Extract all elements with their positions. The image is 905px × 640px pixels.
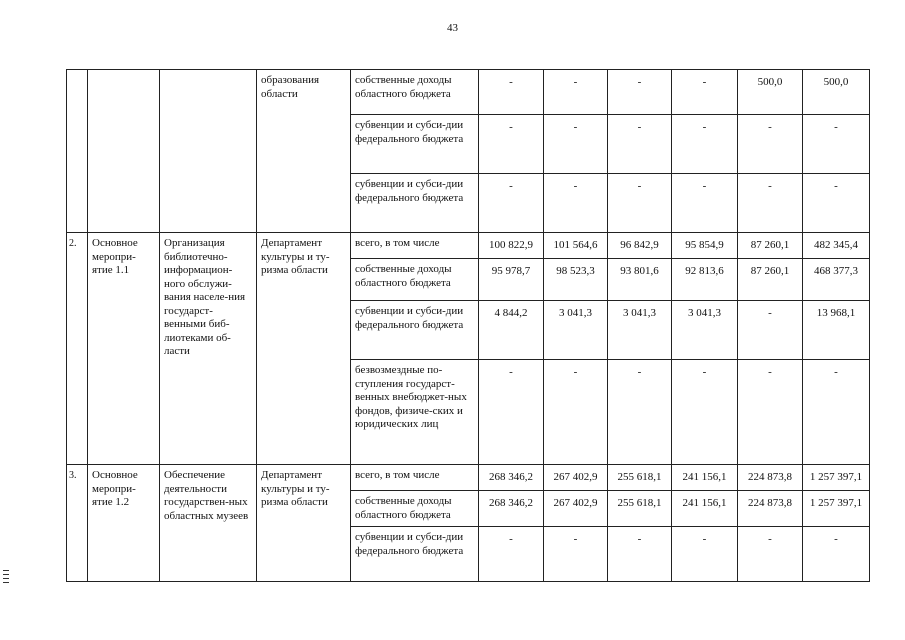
value-cell: 92 813,6 xyxy=(672,259,738,301)
value-cell: 224 873,8 xyxy=(738,491,803,527)
value-cell: - xyxy=(479,360,544,465)
measure-name: Основное меропри-ятие 1.1 xyxy=(88,233,160,465)
value-cell: 93 801,6 xyxy=(608,259,672,301)
value-cell: 3 041,3 xyxy=(672,301,738,360)
value-cell: 13 968,1 xyxy=(803,301,870,360)
value-cell: 87 260,1 xyxy=(738,259,803,301)
value-cell: - xyxy=(803,360,870,465)
funding-source: собственные доходы областного бюджета xyxy=(351,259,479,301)
funding-source: собственные доходы областного бюджета xyxy=(351,70,479,115)
table-row xyxy=(67,70,870,115)
value-cell: 500,0 xyxy=(738,70,803,115)
funding-table xyxy=(66,69,870,582)
value-cell: - xyxy=(479,527,544,582)
value-cell: 468 377,3 xyxy=(803,259,870,301)
value-cell: - xyxy=(803,115,870,174)
value-cell: - xyxy=(738,174,803,233)
value-cell: 268 346,2 xyxy=(479,465,544,491)
value-cell: 95 978,7 xyxy=(479,259,544,301)
value-cell: 95 854,9 xyxy=(672,233,738,259)
executor: Департамент культуры и ту-ризма области xyxy=(257,465,351,582)
value-cell: 3 041,3 xyxy=(544,301,608,360)
value-cell: - xyxy=(608,115,672,174)
value-cell: 241 156,1 xyxy=(672,465,738,491)
funding-source: безвозмездные по-ступления государст-венных внебюджет-ных фондов, физиче-ских и юридических лиц xyxy=(351,360,479,465)
value-cell: - xyxy=(803,174,870,233)
value-cell: 224 873,8 xyxy=(738,465,803,491)
measure-title: Организация библиотечно-информацион-ного обслужи-вания населе-ния государст-венными биб-лиотеками об-ласти xyxy=(160,233,257,465)
value-cell: 255 618,1 xyxy=(608,491,672,527)
value-cell: 98 523,3 xyxy=(544,259,608,301)
value-cell: - xyxy=(672,115,738,174)
row-number: 2. xyxy=(67,233,88,465)
value-cell: - xyxy=(544,527,608,582)
value-cell: - xyxy=(479,115,544,174)
value-cell: - xyxy=(479,174,544,233)
funding-source: всего, в том числе xyxy=(351,233,479,259)
value-cell: - xyxy=(608,70,672,115)
value-cell: 255 618,1 xyxy=(608,465,672,491)
value-cell: - xyxy=(608,360,672,465)
value-cell: - xyxy=(479,70,544,115)
value-cell: - xyxy=(672,527,738,582)
value-cell: - xyxy=(672,174,738,233)
executor: образования области xyxy=(257,70,351,233)
value-cell: 1 257 397,1 xyxy=(803,491,870,527)
funding-source: субвенции и субси-дии федерального бюджета xyxy=(351,174,479,233)
value-cell: - xyxy=(608,527,672,582)
funding-source: собственные доходы областного бюджета xyxy=(351,491,479,527)
measure-title: Обеспечение деятельности государствен-ных областных музеев xyxy=(160,465,257,582)
value-cell: - xyxy=(544,174,608,233)
row-number: 3. xyxy=(67,465,88,582)
funding-source: субвенции и субси-дии федерального бюджета xyxy=(351,527,479,582)
funding-source: всего, в том числе xyxy=(351,465,479,491)
value-cell: 482 345,4 xyxy=(803,233,870,259)
executor: Департамент культуры и ту-ризма области xyxy=(257,233,351,465)
value-cell: - xyxy=(544,115,608,174)
value-cell: 100 822,9 xyxy=(479,233,544,259)
value-cell: 4 844,2 xyxy=(479,301,544,360)
value-cell: - xyxy=(738,527,803,582)
page-number: 43 xyxy=(447,22,458,34)
value-cell: 101 564,6 xyxy=(544,233,608,259)
value-cell: - xyxy=(672,70,738,115)
value-cell: - xyxy=(738,360,803,465)
value-cell: 241 156,1 xyxy=(672,491,738,527)
value-cell: - xyxy=(544,70,608,115)
measure-title xyxy=(160,70,257,233)
value-cell: - xyxy=(738,301,803,360)
value-cell: 500,0 xyxy=(803,70,870,115)
value-cell: - xyxy=(738,115,803,174)
measure-name: Основное меропри-ятие 1.2 xyxy=(88,465,160,582)
value-cell: - xyxy=(672,360,738,465)
value-cell: - xyxy=(803,527,870,582)
value-cell: 268 346,2 xyxy=(479,491,544,527)
value-cell: 96 842,9 xyxy=(608,233,672,259)
table-row xyxy=(67,233,870,259)
margin-scan-mark xyxy=(3,570,9,586)
funding-source: субвенции и субси-дии федерального бюджета xyxy=(351,301,479,360)
measure-name xyxy=(88,70,160,233)
row-number xyxy=(67,70,88,233)
value-cell: - xyxy=(608,174,672,233)
value-cell: 3 041,3 xyxy=(608,301,672,360)
value-cell: 267 402,9 xyxy=(544,491,608,527)
value-cell: 87 260,1 xyxy=(738,233,803,259)
table-row xyxy=(67,465,870,491)
value-cell: 1 257 397,1 xyxy=(803,465,870,491)
value-cell: 267 402,9 xyxy=(544,465,608,491)
funding-source: субвенции и субси-дии федерального бюджета xyxy=(351,115,479,174)
value-cell: - xyxy=(544,360,608,465)
